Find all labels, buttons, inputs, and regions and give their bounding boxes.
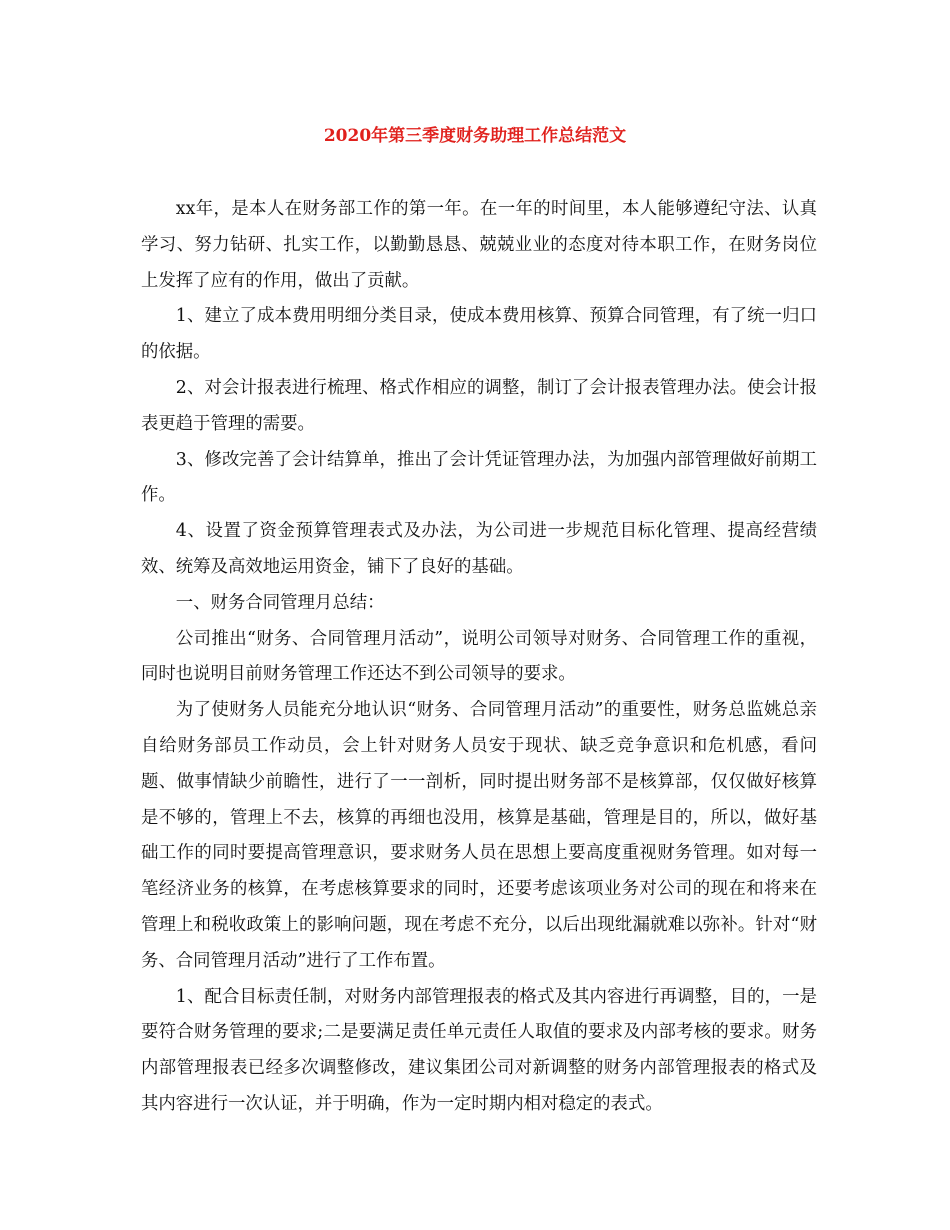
- section-heading: 一、财务合同管理月总结：: [175, 592, 385, 613]
- paragraph: 为了使财务人员能充分地认识“财务、合同管理月活动”的重要性，财务总监姚总亲自给财务部员工作动员，会上针对财务人员安于现状、缺乏竞争意识和危机感，看问题、做事情缺少前瞻性，进行了一一剖析，同时提出财务部不是核算部，仅仅做好核算是不够的，管理上不去，核算的再细也没用，核算是基础，管理是目的，所以，做好基础工作的同时要提高管理意识，要求财务人员在思想上要高度重视财务管理。如对每一笔经济业务的核算，在考虑核算要求的同时，还要考虑该项业务对公司的现在和将来在管理上和税收政策上的影响问题，现在考虑不充分，以后出现纰漏就难以弥补。针对“财务、合同管理月活动”进行了工作布置。: [141, 700, 817, 971]
- paragraph: 3、修改完善了会计结算单，推出了会计凭证管理办法，为加强内部管理做好前期工作。: [141, 449, 817, 506]
- paragraph: xx年，是本人在财务部工作的第一年。在一年的时间里，本人能够遵纪守法、认真学习、努力钻研、扎实工作，以勤勤恳恳、兢兢业业的态度对待本职工作，在财务岗位上发挥了应有的作用，做出了贡献。: [141, 199, 817, 291]
- document-body: [141, 192, 817, 1123]
- document-title: 2020年第三季度财务助理工作总结范文: [323, 126, 627, 146]
- paragraph: 2、对会计报表进行梳理、格式作相应的调整，制订了会计报表管理办法。使会计报表更趋于管理的需要。: [141, 377, 817, 434]
- paragraph: 公司推出“财务、合同管理月活动”，说明公司领导对财务、合同管理工作的重视，同时也说明目前财务管理工作还达不到公司领导的要求。: [141, 628, 817, 685]
- paragraph: 1、建立了成本费用明细分类目录，使成本费用核算、预算合同管理，有了统一归口的依据。: [141, 306, 817, 363]
- paragraph: 4、设置了资金预算管理表式及办法，为公司进一步规范目标化管理、提高经营绩效、统筹及高效地运用资金，铺下了良好的基础。: [141, 521, 817, 577]
- paragraph: 1、配合目标责任制，对财务内部管理报表的格式及其内容进行再调整，目的，一是要符合财务管理的要求;二是要满足责任单元责任人取值的要求及内部考核的要求。财务内部管理报表已经多次调整修改，建议集团公司对新调整的财务内部管理报表的格式及其内容进行一次认证，并于明确，作为一定时期内相对稳定的表式。: [141, 986, 817, 1114]
